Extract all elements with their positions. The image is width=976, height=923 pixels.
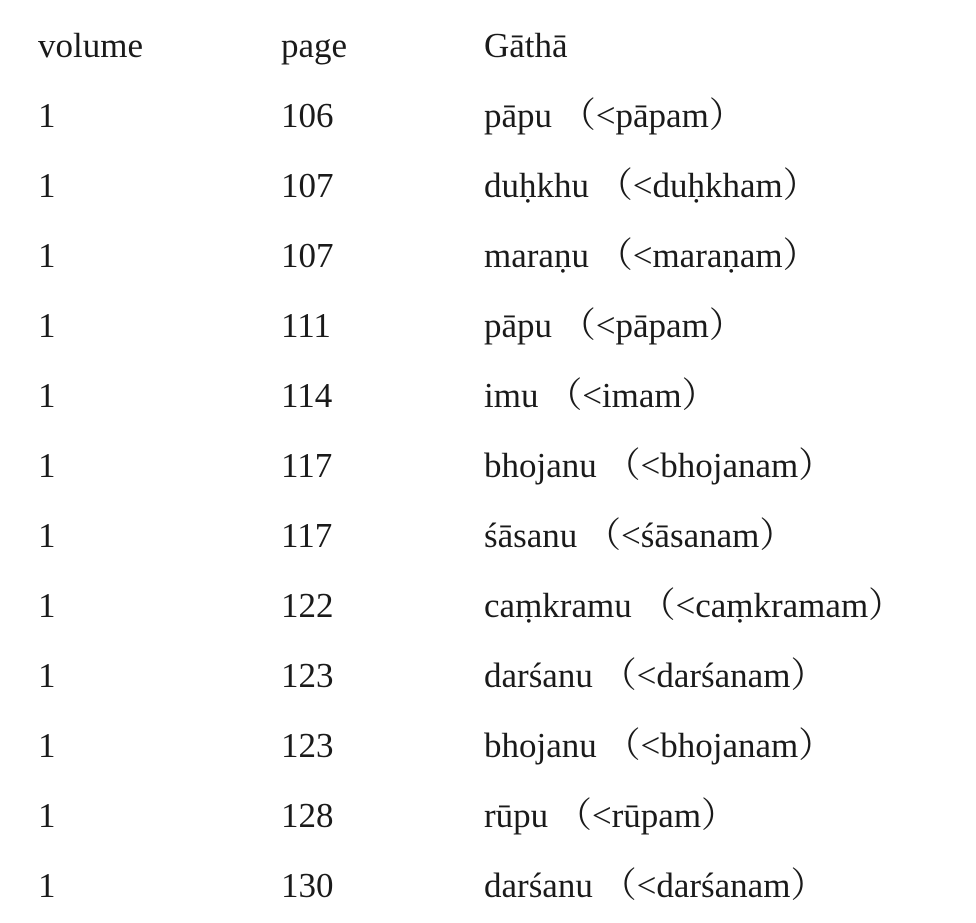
page-cell: 117 — [281, 445, 333, 485]
volume-cell: 1 — [38, 585, 56, 625]
gatha-cell: imu （<imam） — [484, 375, 717, 415]
volume-cell: 1 — [38, 235, 56, 275]
table-row — [38, 80, 968, 150]
gatha-cell: duḥkhu （<duḥkham） — [484, 165, 818, 205]
page-cell: 128 — [281, 795, 334, 835]
header-volume: volume — [38, 25, 143, 65]
table-row — [38, 220, 968, 290]
header-gatha: Gāthā — [484, 25, 568, 65]
volume-cell: 1 — [38, 95, 56, 135]
volume-cell: 1 — [38, 305, 56, 345]
table-header-row — [38, 10, 968, 80]
gatha-cell: caṃkramu （<caṃkramam） — [484, 585, 904, 625]
page-cell: 111 — [281, 305, 331, 345]
page-cell: 107 — [281, 165, 334, 205]
table-row — [38, 150, 968, 220]
volume-cell: 1 — [38, 445, 56, 485]
volume-cell: 1 — [38, 655, 56, 695]
table-row — [38, 360, 968, 430]
page-cell: 123 — [281, 725, 334, 765]
table-row — [38, 640, 968, 710]
page-cell: 117 — [281, 515, 333, 555]
table-row — [38, 570, 968, 640]
gatha-cell: śāsanu （<śāsanam） — [484, 515, 795, 555]
header-page: page — [281, 25, 348, 65]
table-row — [38, 780, 968, 850]
table-row — [38, 430, 968, 500]
gatha-cell: bhojanu （<bhojanam） — [484, 725, 834, 765]
table-row — [38, 850, 968, 920]
gatha-table — [38, 10, 968, 920]
page-cell: 114 — [281, 375, 333, 415]
gatha-cell: rūpu （<rūpam） — [484, 795, 737, 835]
volume-cell: 1 — [38, 375, 56, 415]
page-cell: 106 — [281, 95, 334, 135]
table-row — [38, 500, 968, 570]
page-cell: 123 — [281, 655, 334, 695]
volume-cell: 1 — [38, 725, 56, 765]
gatha-cell: maraṇu （<maraṇam） — [484, 235, 818, 275]
table-row — [38, 710, 968, 780]
volume-cell: 1 — [38, 865, 56, 905]
volume-cell: 1 — [38, 795, 56, 835]
gatha-cell: pāpu （<pāpam） — [484, 305, 744, 345]
page-cell: 107 — [281, 235, 334, 275]
table-row — [38, 290, 968, 360]
gatha-cell: bhojanu （<bhojanam） — [484, 445, 834, 485]
volume-cell: 1 — [38, 515, 56, 555]
gatha-cell: darśanu （<darśanam） — [484, 655, 826, 695]
volume-cell: 1 — [38, 165, 56, 205]
gatha-cell: darśanu （<darśanam） — [484, 865, 826, 905]
gatha-cell: pāpu （<pāpam） — [484, 95, 744, 135]
page-cell: 122 — [281, 585, 334, 625]
page-cell: 130 — [281, 865, 334, 905]
